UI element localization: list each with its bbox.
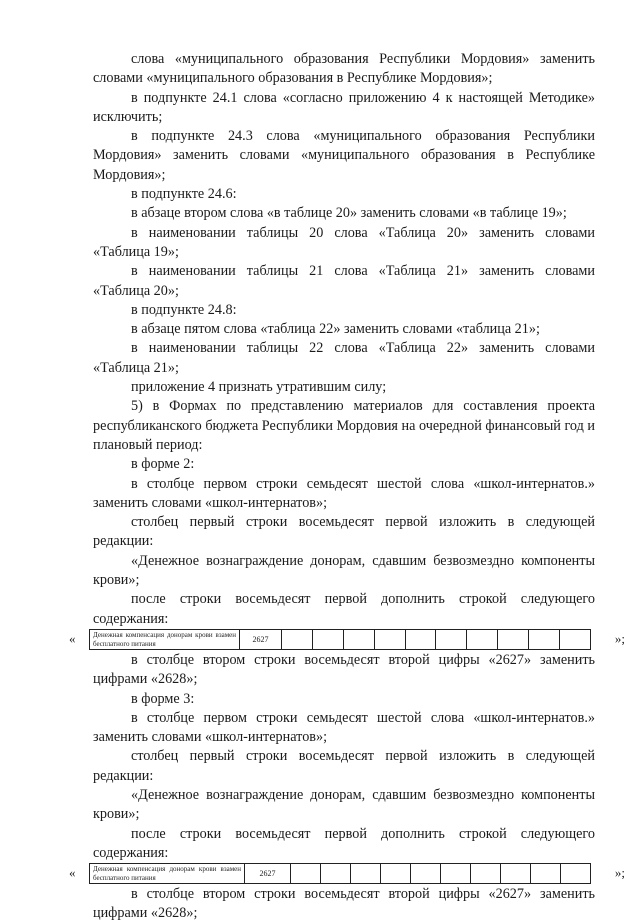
paragraph: после строки восемьдесят первой дополнить строкой следующего содержания: bbox=[93, 591, 595, 627]
document-body bbox=[69, 50, 625, 924]
paragraph: приложение 4 признать утратившим силу; bbox=[131, 379, 387, 396]
paragraph: в наименовании таблицы 21 слова «Таблица 21» заменить словами «Таблица 20»; bbox=[93, 263, 595, 299]
table-cell-code: 2627 bbox=[240, 629, 282, 649]
paragraph: в подпункте 24.3 слова «муниципального образования Республики Мордовия» заменить словами «муниципального образования в Республике Мордовия»; bbox=[93, 128, 595, 183]
table-cell-empty bbox=[498, 629, 529, 649]
paragraph: в наименовании таблицы 22 слова «Таблица 22» заменить словами «Таблица 21»; bbox=[93, 340, 595, 376]
paragraph: в подпункте 24.6: bbox=[131, 186, 237, 203]
table-row bbox=[89, 863, 591, 884]
table-cell-empty bbox=[381, 864, 411, 884]
table-cell-empty bbox=[291, 864, 321, 884]
table-cell-empty bbox=[531, 864, 561, 884]
table-cell-empty bbox=[560, 629, 591, 649]
paragraph: в столбце втором строки восемьдесят второй цифры «2627» заменить цифрами «2628»; bbox=[93, 886, 595, 922]
paragraph: слова «муниципального образования Республики Мордовия» заменить словами «муниципального образования в Республике Мордовия»; bbox=[93, 51, 595, 87]
paragraph: в столбце втором строки восемьдесят второй цифры «2627» заменить цифрами «2628»; bbox=[93, 651, 595, 688]
table-row bbox=[89, 629, 591, 650]
paragraph: в форме 2: bbox=[131, 456, 195, 473]
paragraph: столбец первый строки восемьдесят первой изложить в следующей редакции: bbox=[93, 514, 595, 550]
paragraph: в наименовании таблицы 20 слова «Таблица 20» заменить словами «Таблица 19»; bbox=[93, 224, 595, 260]
quote-close: »; bbox=[614, 865, 625, 881]
inline-table-row bbox=[69, 863, 625, 885]
paragraph: в абзаце пятом слова «таблица 22» заменить словами «таблица 21»; bbox=[131, 321, 540, 338]
table-cell-empty bbox=[561, 864, 591, 884]
paragraph: в абзаце втором слова «в таблице 20» заменить словами «в таблице 19»; bbox=[131, 205, 567, 222]
paragraph: в форме 3: bbox=[131, 690, 195, 707]
table-cell-empty bbox=[343, 629, 374, 649]
inline-table-row bbox=[69, 629, 625, 651]
paragraph: в столбце первом строки семьдесят шестой слова «школ-интернатов.» заменить словами «школ-интернатов»; bbox=[93, 709, 595, 746]
paragraph: после строки восемьдесят первой дополнить строкой следующего содержания: bbox=[93, 825, 595, 861]
quote-close: »; bbox=[614, 630, 625, 646]
paragraph: в столбце первом строки семьдесят шестой слова «школ-интернатов.» заменить словами «школ-интернатов»; bbox=[93, 475, 595, 511]
table-cell-empty bbox=[467, 629, 498, 649]
paragraph: «Денежное вознаграждение донорам, сдавшим безвозмездно компоненты крови»; bbox=[93, 552, 595, 589]
paragraph: «Денежное вознаграждение донорам, сдавшим безвозмездно компоненты крови»; bbox=[93, 786, 595, 823]
quote-open: « bbox=[69, 865, 76, 881]
paragraph: 5) в Формах по представлению материалов для составления проекта республиканского бюджета Республики Мордовия на очередной финансовый год и плановый период: bbox=[93, 398, 595, 453]
paragraph: в подпункте 24.8: bbox=[131, 301, 237, 318]
table-cell-label: Денежная компенсация донорам крови взамен бесплатного питания bbox=[90, 864, 245, 884]
table-cell-empty bbox=[441, 864, 471, 884]
table-cell-empty bbox=[501, 864, 531, 884]
table-cell-empty bbox=[282, 629, 313, 649]
table-cell-label: Денежная компенсация донорам крови взамен бесплатного питания bbox=[90, 629, 240, 649]
paragraph: в подпункте 24.1 слова «согласно приложению 4 к настоящей Методике» исключить; bbox=[93, 89, 595, 125]
table-cell-empty bbox=[312, 629, 343, 649]
quote-open: « bbox=[69, 630, 76, 646]
table-cell-code: 2627 bbox=[245, 864, 291, 884]
paragraph: столбец первый строки восемьдесят первой изложить в следующей редакции: bbox=[93, 748, 595, 784]
table-cell-empty bbox=[374, 629, 405, 649]
table-cell-empty bbox=[321, 864, 351, 884]
table-cell-empty bbox=[529, 629, 560, 649]
table-cell-empty bbox=[436, 629, 467, 649]
table-cell-empty bbox=[471, 864, 501, 884]
table-cell-empty bbox=[405, 629, 436, 649]
table-cell-empty bbox=[411, 864, 441, 884]
table-cell-empty bbox=[351, 864, 381, 884]
